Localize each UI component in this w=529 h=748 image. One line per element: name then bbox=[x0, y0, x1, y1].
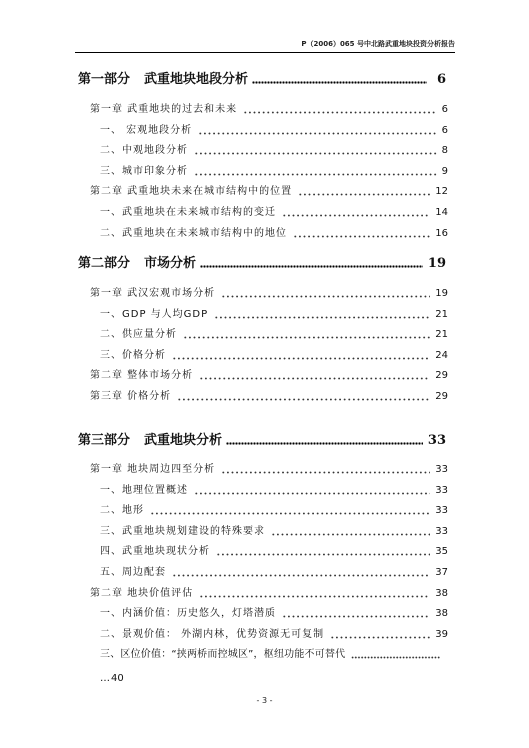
part-title: 市场分析 bbox=[144, 256, 197, 271]
toc-section bbox=[100, 121, 448, 141]
dot-leader bbox=[330, 636, 430, 639]
toc-part-heading bbox=[78, 254, 448, 274]
toc-chapter bbox=[90, 284, 448, 304]
dot-leader bbox=[194, 173, 437, 176]
toc-section bbox=[100, 162, 448, 182]
page-number: 33 bbox=[435, 464, 448, 475]
dot-leader bbox=[293, 235, 430, 238]
dot-leader bbox=[298, 193, 430, 196]
entry-title: 二、景观价值： 外湖内林，优势资源无可复制 bbox=[100, 629, 325, 640]
entry-title: 五、周边配套 bbox=[100, 567, 166, 578]
page-number: 39 bbox=[435, 629, 448, 640]
entry-title: 三、武重地块规划建设的特殊要求 bbox=[100, 526, 265, 537]
page-number: 38 bbox=[435, 588, 448, 599]
page-number: 19 bbox=[427, 256, 446, 271]
toc-section bbox=[100, 203, 448, 223]
page-number: 21 bbox=[435, 309, 448, 320]
dot-leader bbox=[172, 574, 430, 577]
page-number: 40 bbox=[111, 673, 124, 684]
page-number: 35 bbox=[435, 546, 448, 557]
dot-leader bbox=[282, 615, 430, 618]
part-label: 第二部分 bbox=[78, 256, 131, 271]
entry-title: 一、内涵价值：历史悠久，灯塔潜质 bbox=[100, 608, 276, 619]
entry-title: 第一章 武重地块的过去和未来 bbox=[90, 104, 238, 115]
toc-chapter bbox=[90, 100, 448, 120]
dot-leader bbox=[194, 492, 430, 495]
entry-title: 第一章 武汉宏观市场分析 bbox=[90, 288, 216, 299]
dot-leader bbox=[198, 132, 436, 135]
dot-leader bbox=[351, 656, 440, 659]
toc-section bbox=[100, 563, 448, 583]
page-number: 29 bbox=[435, 391, 448, 402]
entry-title: 二、地形 bbox=[100, 505, 144, 516]
page-number: 16 bbox=[435, 228, 448, 239]
toc-section bbox=[100, 481, 448, 501]
entry-title: 二、中观地段分析 bbox=[100, 145, 188, 156]
entry-title: 第二章 地块价值评估 bbox=[90, 588, 194, 599]
dot-leader bbox=[199, 377, 430, 380]
entry-title: 三、价格分析 bbox=[100, 350, 166, 361]
page-number: 12 bbox=[435, 186, 448, 197]
toc-part-heading bbox=[78, 431, 448, 451]
page-number: 37 bbox=[435, 567, 448, 578]
dot-leader bbox=[200, 265, 423, 268]
header-rule bbox=[75, 52, 455, 53]
dot-leader bbox=[216, 553, 430, 556]
entry-title: 一、地理位置概述 bbox=[100, 485, 188, 496]
dot-leader bbox=[214, 316, 430, 319]
toc-section bbox=[100, 625, 448, 645]
part-title: 武重地块分析 bbox=[144, 433, 223, 448]
toc-chapter bbox=[90, 366, 448, 386]
entry-title: 三、城市印象分析 bbox=[100, 166, 188, 177]
dot-leader bbox=[199, 595, 430, 598]
entry-title: 第一章 地块周边四至分析 bbox=[90, 464, 216, 475]
part-title: 武重地块地段分析 bbox=[144, 72, 249, 87]
toc-section bbox=[100, 604, 448, 624]
toc-section bbox=[100, 542, 448, 562]
page-number: 14 bbox=[435, 207, 448, 218]
toc-chapter bbox=[90, 460, 448, 480]
page-number: 29 bbox=[435, 370, 448, 381]
toc-section bbox=[100, 325, 448, 345]
part-label: 第一部分 bbox=[78, 72, 131, 87]
dot-leader bbox=[221, 295, 430, 298]
entry-title: 第三章 价格分析 bbox=[90, 391, 172, 402]
toc-section bbox=[100, 501, 448, 521]
dot-leader bbox=[271, 533, 430, 536]
toc-chapter bbox=[90, 182, 448, 202]
page-number: 6 bbox=[441, 104, 448, 115]
toc-section bbox=[100, 141, 448, 161]
dot-leader bbox=[226, 442, 423, 445]
dot-leader bbox=[243, 111, 436, 114]
page-number: 24 bbox=[435, 350, 448, 361]
entry-title: 一、武重地块在未来城市结构的变迁 bbox=[100, 207, 276, 218]
dot-leader bbox=[282, 214, 430, 217]
page-number: 33 bbox=[427, 433, 446, 448]
dot-leader bbox=[221, 471, 430, 474]
entry-title: 第二章 武重地块未来在城市结构中的位置 bbox=[90, 186, 293, 197]
dot-leader bbox=[177, 398, 430, 401]
entry-title: 四、武重地块现状分析 bbox=[100, 546, 210, 557]
entry-title: 一、 宏观地段分析 bbox=[100, 125, 193, 136]
toc-section-wrapped-line bbox=[100, 669, 124, 689]
page-footer-number: - 3 - bbox=[256, 696, 273, 705]
page-number: 9 bbox=[441, 166, 448, 177]
dot-leader bbox=[150, 512, 430, 515]
page-number: 38 bbox=[435, 608, 448, 619]
entry-title: 三、区位价值：“挟两桥而控城区”，枢纽功能不可替代 bbox=[100, 649, 346, 660]
leader-continuation: … bbox=[100, 673, 111, 684]
entry-title: 第二章 整体市场分析 bbox=[90, 370, 194, 381]
toc-section bbox=[100, 645, 448, 665]
page-number: 21 bbox=[435, 329, 448, 340]
page-number: 19 bbox=[435, 288, 448, 299]
entry-title: 二、武重地块在未来城市结构中的地位 bbox=[100, 228, 287, 239]
dot-leader bbox=[194, 152, 437, 155]
toc-section bbox=[100, 305, 448, 325]
entry-title: 一、GDP 与人均GDP bbox=[100, 309, 209, 320]
toc-section bbox=[100, 346, 448, 366]
part-label: 第三部分 bbox=[78, 433, 131, 448]
toc-chapter bbox=[90, 387, 448, 407]
page-number: 6 bbox=[436, 72, 446, 87]
dot-leader bbox=[172, 357, 430, 360]
entry-title: 二、供应量分析 bbox=[100, 329, 177, 340]
toc-part-heading bbox=[78, 70, 448, 90]
dot-leader bbox=[183, 336, 430, 339]
page-number: 6 bbox=[441, 125, 448, 136]
toc-chapter bbox=[90, 584, 448, 604]
toc-section bbox=[100, 522, 448, 542]
page-number: 33 bbox=[435, 526, 448, 537]
dot-leader bbox=[252, 81, 427, 84]
running-header: P（2006）065 号中北路武重地块投资分析报告 bbox=[301, 40, 455, 48]
page-number: 33 bbox=[435, 505, 448, 516]
toc-section bbox=[100, 224, 448, 244]
page-number: 8 bbox=[441, 145, 448, 156]
page-number: 33 bbox=[435, 485, 448, 496]
